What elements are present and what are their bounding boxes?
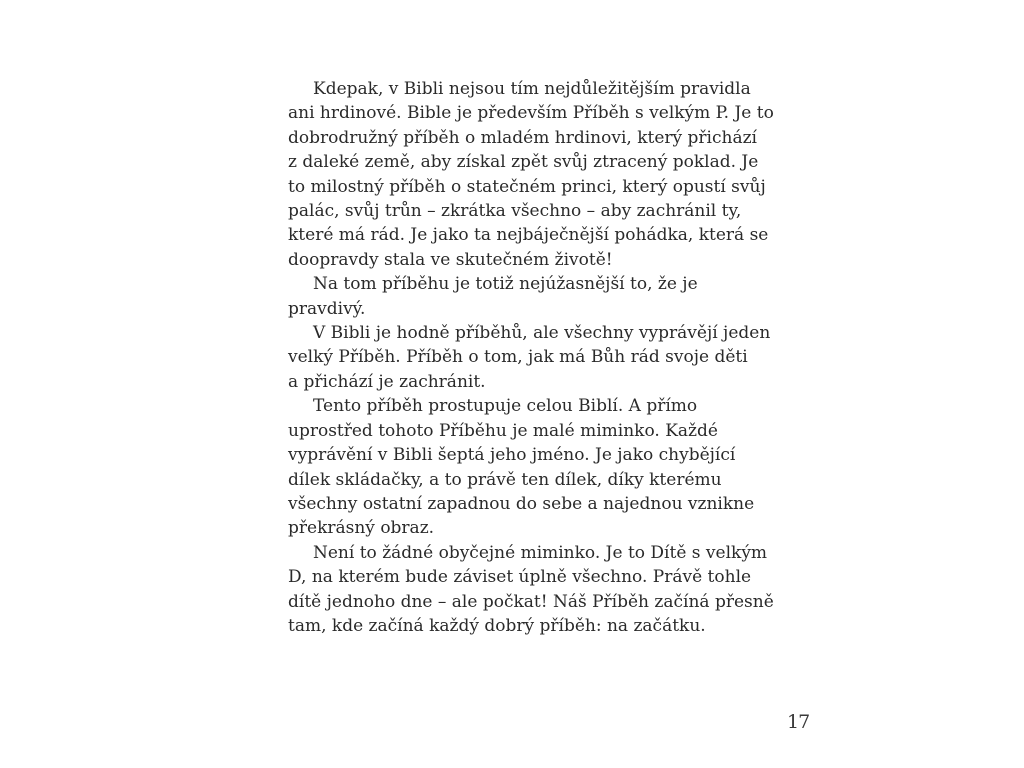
text-line: doopravdy stala ve skutečném životě!: [288, 249, 613, 270]
text-line: dobrodružný příběh o mladém hrdinovi, který přichází: [288, 127, 757, 148]
paragraph: [288, 541, 808, 639]
text-line: které má rád. Je jako ta nejbáječnější pohádka, která se: [288, 225, 769, 246]
text-line: všechny ostatní zapadnou do sebe a najednou vznikne: [288, 493, 755, 514]
text-line: dítě jednoho dne – ale počkat! Náš Příběh začíná přesně: [288, 591, 774, 612]
text-line: překrásný obraz.: [288, 518, 435, 539]
text-line: z daleké země, aby získal zpět svůj ztracený poklad. Je: [288, 152, 759, 173]
text-line: D, na kterém bude záviset úplně všechno. Právě tohle: [288, 567, 752, 588]
text-line: pravdivý.: [288, 298, 366, 319]
text-line: vyprávění v Bibli šeptá jeho jméno. Je jako chybějící: [288, 445, 736, 466]
text-line: uprostřed tohoto Příběhu je malé miminko. Každé: [288, 420, 718, 441]
text-line: Tento příběh prostupuje celou Biblí. A přímo: [313, 396, 698, 417]
text-line: V Bibli je hodně příběhů, ale všechny vyprávějí jeden: [313, 323, 771, 344]
text-line: tam, kde začíná každý dobrý příběh: na začátku.: [288, 615, 706, 636]
body-text: [288, 77, 808, 638]
paragraph: [288, 272, 808, 321]
text-line: Kdepak, v Bibli nejsou tím nejdůležitějším pravidla: [313, 79, 751, 99]
page-number: 17: [787, 711, 810, 733]
paragraph: [288, 321, 808, 394]
text-line: dílek skládačky, a to právě ten dílek, díky kterému: [288, 469, 722, 490]
paragraph: [288, 394, 808, 540]
text-line: a přichází je zachránit.: [288, 371, 486, 392]
text-line: Na tom příběhu je totiž nejúžasnější to, že je: [313, 274, 698, 295]
text-line: to milostný příběh o statečném princi, který opustí svůj: [288, 176, 766, 197]
text-line: ani hrdinové. Bible je především Příběh s velkým P. Je to: [288, 103, 774, 124]
text-line: velký Příběh. Příběh o tom, jak má Bůh rád svoje děti: [288, 347, 748, 368]
paragraph: [288, 77, 808, 272]
text-line: Není to žádné obyčejné miminko. Je to Dítě s velkým: [313, 542, 768, 563]
text-line: palác, svůj trůn – zkrátka všechno – aby zachránil ty,: [288, 201, 742, 222]
